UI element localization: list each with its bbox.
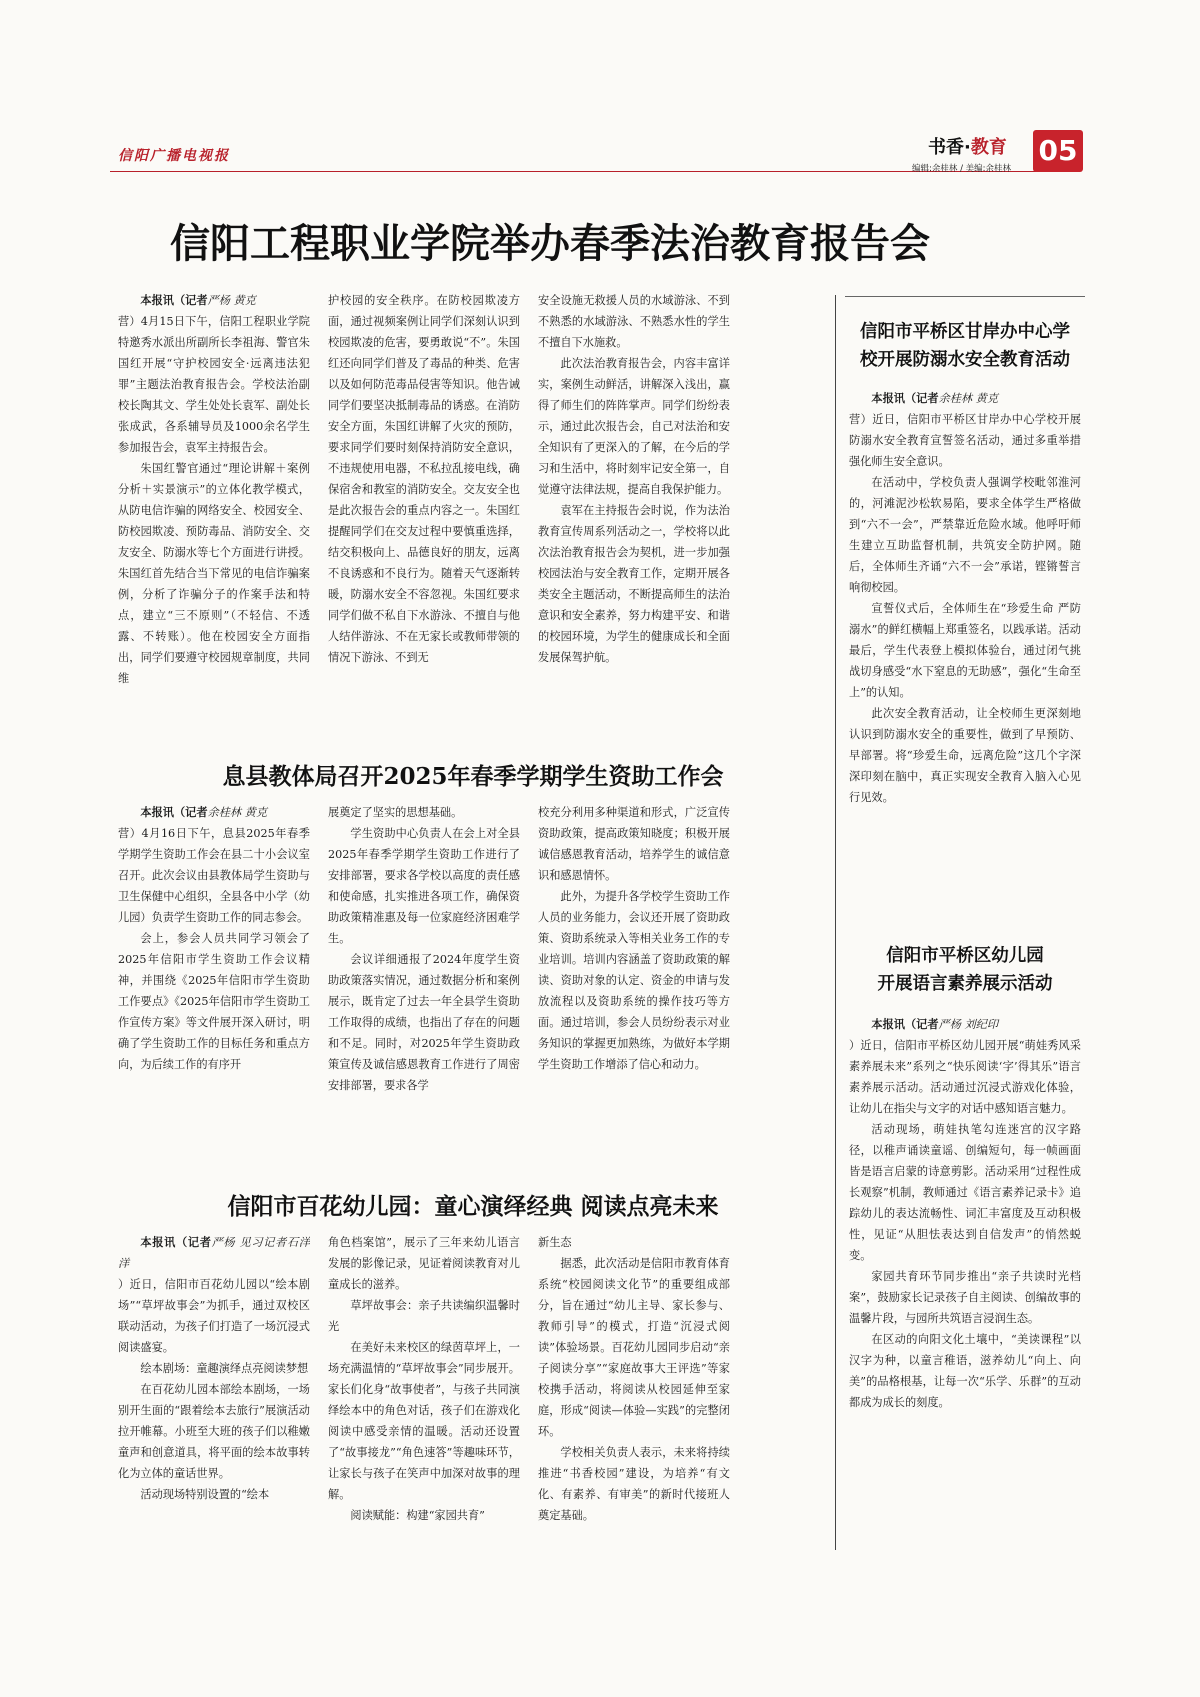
article2-headline: 息县教体局召开2025年春季学期学生资助工作会 bbox=[222, 763, 724, 790]
article2-paragraph: 此外，为提升各学校学生资助工作人员的业务能力，会议还开展了资助政策、资助系统录入等相关业务工作的专业培训。培训内容涵盖了资助政策的解读、资助对象的认定、资金的申请与发放流程以及资助系统的操作技巧等方面。通过培训，参会人员纷纷表示对业务知识的掌握更加熟练，为做好本学期学生资助工作增添了信心和动力。 bbox=[538, 890, 730, 1071]
sidebar-article2-paragraph bbox=[849, 1014, 1081, 1035]
headline-line: 开展语言素养展示活动 bbox=[877, 974, 1053, 994]
sidebar-article1-paragraph: 营）近日，信阳市平桥区甘岸办中心学校开展防溺水安全教育宣誓签名活动，通过多重举措强化师生安全意识。 bbox=[849, 413, 1081, 468]
section-main: 书香· bbox=[928, 137, 971, 158]
article3-paragraph: 活动现场特别设置的“绘本 bbox=[140, 1488, 270, 1501]
article3-headline: 信阳市百花幼儿园：童心演绎经典 阅读点亮未来 bbox=[227, 1193, 719, 1220]
sidebar-article2-headline bbox=[845, 942, 1085, 998]
article1-paragraph: 朱国红警官通过“理论讲解＋案例分析＋实景演示”的立体化教学模式，从防电信诈骗的网络安全、校园安全、防校园欺凌、预防毒品、消防安全、交友安全、防溺水等七个方面进行讲授。朱国红首先结合当下常见的电信诈骗案例，分析了诈骗分子的作案手法和特点，建立“三不原则”（不轻信、不透露、不转账）。他在校园安全方面指出，同学们要遵守校园规章制度，共同维 bbox=[118, 462, 310, 685]
article3-paragraph: 角色档案馆”，展示了三年来幼儿语言发展的影像记录，见证着阅读教育对儿童成长的滋养。 bbox=[328, 1236, 520, 1291]
article3-column-1 bbox=[118, 1232, 310, 1550]
sidebar-article2-body bbox=[849, 1014, 1081, 1550]
article2-column-2 bbox=[328, 802, 520, 1167]
article1-column-1 bbox=[118, 290, 310, 734]
reporter-names: 余桂林 黄克 bbox=[938, 392, 999, 405]
article2-column-3 bbox=[538, 802, 730, 1167]
article2-paragraph: 会议详细通报了2024年度学生资助政策落实情况，通过数据分析和案例展示，既肯定了过去一年全县学生资助工作取得的成绩，也指出了存在的问题和不足。同时，对2025年学生资助政策宣传及诚信感恩教育工作进行了周密安排部署，要求各学 bbox=[328, 953, 520, 1092]
reporter-names: 余桂林 黄克 bbox=[207, 806, 268, 819]
article2-paragraph: 校充分利用多种渠道和形式，广泛宣传资助政策，提高政策知晓度；积极开展诚信感恩教育活动，培养学生的诚信意识和感恩情怀。 bbox=[538, 806, 730, 882]
article3-subhead: 新生态 bbox=[538, 1236, 572, 1249]
article1-paragraph: 袁军在主持报告会时说，作为法治教育宣传周系列活动之一，学校将以此次法治教育报告会为契机，进一步加强校园法治与安全教育工作，定期开展各类安全主题活动，不断提高师生的法治意识和安全素养，努力构建平安、和谐的校园环境，为学生的健康成长和全面发展保驾护航。 bbox=[538, 504, 730, 664]
article3-paragraph: ）近日，信阳市百花幼儿园以“绘本剧场”“草坪故事会”为抓手，通过双校区联动活动，为孩子们打造了一场沉浸式阅读盛宴。 bbox=[118, 1278, 310, 1354]
article3-paragraph: 学校相关负责人表示，未来将持续推进“书香校园”建设，为培养“有文化、有素养、有审美”的新时代接班人奠定基础。 bbox=[538, 1446, 730, 1522]
reporter-names: 严杨 见习记者石洋洋 bbox=[118, 1236, 310, 1270]
article3-paragraph: 据悉，此次活动是信阳市教育体育系统“校园阅读文化节”的重要组成部分，旨在通过“幼儿主导、家长参与、教师引导”的模式，打造“沉浸式阅读”体验场景。百花幼儿园同步启动“亲子阅读分享”“家庭故事大王评选”等家校携手活动，将阅读从校园延伸至家庭，形成“阅读—体验—实践”的完整闭环。 bbox=[538, 1257, 730, 1438]
article3-subhead: 阅读赋能：构建“家园共育” bbox=[350, 1509, 485, 1522]
editors-credit: 编辑:余桂林 / 美编:余桂林 bbox=[912, 164, 1011, 174]
article2-paragraph: 学生资助中心负责人在会上对全县2025年春季学期学生资助工作进行了安排部署，要求各学校以高度的责任感和使命感，扎实推进各项工作，确保资助政策精准惠及每一位家庭经济困难学生。 bbox=[328, 827, 520, 945]
lead-label: 本报讯（记者 bbox=[140, 293, 208, 307]
lead-label: 本报讯（记者 bbox=[140, 805, 208, 819]
page-number: 05 bbox=[1033, 130, 1083, 172]
section-sub: 教育 bbox=[970, 137, 1007, 158]
reporter-names: 严杨 黄克 bbox=[207, 294, 256, 307]
article1-paragraph: 护校园的安全秩序。在防校园欺凌方面，通过视频案例让同学们深刻认识到校园欺凌的危害，要勇敢说“不”。朱国红还向同学们普及了毒品的种类、危害以及如何防范毒品侵害等知识。他告诫同学们要坚决抵制毒品的诱惑。在消防安全方面，朱国红讲解了火灾的预防，要求同学们要时刻保持消防安全意识，不违规使用电器，不私拉乱接电线，确保宿舍和教室的消防安全。交友安全也是此次报告会的重点内容之一。朱国红提醒同学们在交友过程中要慎重选择，结交积极向上、品德良好的朋友，远离不良诱惑和不良行为。随着天气逐渐转暖，防溺水安全不容忽视。朱国红要求同学们做不私自下水游泳、不擅自与他人结伴游泳、不在无家长或教师带领的情况下游泳、不到无 bbox=[328, 294, 520, 664]
article2-paragraph: 营）4月16日下午，息县2025年春季学期学生资助工作会在县二十小会议室召开。此次会议由县教体局学生资助与卫生保健中心组织，全县各中小学（幼儿园）负责学生资助工作的同志参会。 bbox=[118, 827, 310, 924]
article3-subhead: 草坪故事会：亲子共读编织温馨时光 bbox=[328, 1299, 520, 1333]
article1-paragraph: 此次法治教育报告会，内容丰富详实，案例生动鲜活，讲解深入浅出，赢得了师生们的阵阵掌声。同学们纷纷表示，通过此次报告会，自己对法治和安全知识有了更深入的了解，在今后的学习和生活中，将时刻牢记安全第一，自觉遵守法律法规，提高自我保护能力。 bbox=[538, 357, 730, 496]
article1-paragraph: 营）4月15日下午，信阳工程职业学院特邀秀水派出所副所长李祖海、警官朱国红开展“守护校园安全·远离违法犯罪”主题法治教育报告会。学校法治副校长陶其文、学生处处长袁军、副处长张成武，各系辅导员及1000余名学生参加报告会，袁军主持报告会。 bbox=[118, 315, 310, 454]
article2-paragraph: 展奠定了坚实的思想基础。 bbox=[328, 806, 463, 819]
article1-paragraph: 安全设施无救援人员的水域游泳、不到不熟悉的水域游泳、不熟悉水性的学生不擅自下水施救。 bbox=[538, 294, 730, 349]
sidebar-article1-paragraph: 在活动中，学校负责人强调学校毗邻淮河的，河滩泥沙松软易陷，要求全体学生严格做到“六不一会”，严禁靠近危险水域。他呼吁师生建立互助监督机制，共筑安全防护网。随后，全体师生齐诵“六不一会”承诺，铿锵誓言响彻校园。 bbox=[849, 476, 1081, 594]
headline-line: 信阳市平桥区甘岸办中心学 bbox=[860, 322, 1070, 342]
sidebar-article2-paragraph: 活动现场，萌娃执笔勾连迷宫的汉字路径，以稚声诵读童谣、创编短句，每一帧画面皆是语言启蒙的诗意剪影。活动采用“过程性成长观察”机制，教师通过《语言素养记录卡》追踪幼儿的表达流畅性、词汇丰富度及互动积极性，见证“从胆怯表达到自信发声”的悄然蜕变。 bbox=[849, 1123, 1081, 1262]
article1-paragraph bbox=[118, 290, 310, 311]
lead-label: 本报讯（记者 bbox=[871, 1017, 939, 1031]
headline-line: 校开展防溺水安全教育活动 bbox=[860, 350, 1070, 370]
sidebar-article2-paragraph: 在区动的向阳文化土壤中，“美读课程”以汉字为种，以童言稚语，滋养幼儿“向上、向美”的品格根基，让每一次“乐学、乐群”的互动都成为成长的刻度。 bbox=[849, 1333, 1081, 1409]
article2-paragraph bbox=[118, 802, 310, 823]
article1-column-3 bbox=[538, 290, 730, 734]
article1-headline: 信阳工程职业学院举办春季法治教育报告会 bbox=[170, 220, 930, 267]
section-title bbox=[928, 133, 1007, 159]
lead-label: 本报讯（记者 bbox=[140, 1235, 212, 1249]
sidebar-article1-paragraph bbox=[849, 388, 1081, 409]
sidebar-article1-paragraph: 此次安全教育活动，让全校师生更深刻地认识到防溺水安全的重要性，做到了早预防、早部署。将“珍爱生命，远离危险”这几个字深深印刻在脑中，真正实现安全教育入脑入心见行见效。 bbox=[849, 707, 1081, 804]
article3-column-3 bbox=[538, 1232, 730, 1550]
sidebar-article2-paragraph: ）近日，信阳市平桥区幼儿园开展“萌娃秀风采素养展未来”系列之“快乐阅读‘字’得其乐”语言素养展示活动。活动通过沉浸式游戏化体验，让幼儿在指尖与文字的对话中感知语言魅力。 bbox=[849, 1039, 1081, 1115]
article1-column-2 bbox=[328, 290, 520, 734]
article3-paragraph: 在美好未来校区的绿茵草坪上，一场充满温情的“草坪故事会”同步展开。家长们化身“故事使者”，与孩子共同演绎绘本中的角色对话，孩子们在游戏化阅读中感受亲情的温暖。活动还设置了“故事接龙”“角色速答”等趣味环节，让家长与孩子在笑声中加深对故事的理解。 bbox=[328, 1341, 520, 1501]
reporter-names: 严杨 刘纪印 bbox=[938, 1018, 999, 1031]
paper-name: 信阳广播电视报 bbox=[118, 148, 230, 164]
sidebar-article2-paragraph: 家园共育环节同步推出“亲子共读时光档案”，鼓励家长记录孩子自主阅读、创编故事的温馨片段，与园所共筑语言浸润生态。 bbox=[849, 1270, 1081, 1325]
sidebar-article1-body bbox=[849, 388, 1081, 928]
article2-paragraph: 会上，参会人员共同学习领会了2025年信阳市学生资助工作会议精神，并围绕《2025年信阳市学生资助工作要点》《2025年信阳市学生资助工作宣传方案》等文件展开深入研讨，明确了学生资助工作的目标任务和重点方向，为后续工作的有序开 bbox=[118, 932, 310, 1071]
article3-paragraph bbox=[118, 1232, 310, 1274]
sidebar-article1-headline bbox=[845, 318, 1085, 374]
article3-paragraph: 在百花幼儿园本部绘本剧场，一场别开生面的“跟着绘本去旅行”展演活动拉开帷幕。小班至大班的孩子们以稚嫩童声和创意道具，将平面的绘本故事转化为立体的童话世界。 bbox=[118, 1383, 310, 1480]
article3-subhead: 绘本剧场：童趣演绎点亮阅读梦想 bbox=[140, 1362, 309, 1375]
sidebar-divider bbox=[835, 295, 836, 1550]
sidebar-top-rule bbox=[845, 296, 1085, 297]
lead-label: 本报讯（记者 bbox=[871, 391, 939, 405]
article2-column-1 bbox=[118, 802, 310, 1167]
sidebar-article1-paragraph: 宣誓仪式后，全体师生在“珍爱生命 严防溺水”的鲜红横幅上郑重签名，以践承诺。活动最后，学生代表登上模拟体验台，通过闭气挑战切身感受“水下窒息的无助感”，强化“生命至上”的认知。 bbox=[849, 602, 1081, 699]
headline-line: 信阳市平桥区幼儿园 bbox=[886, 946, 1044, 966]
article3-column-2 bbox=[328, 1232, 520, 1550]
